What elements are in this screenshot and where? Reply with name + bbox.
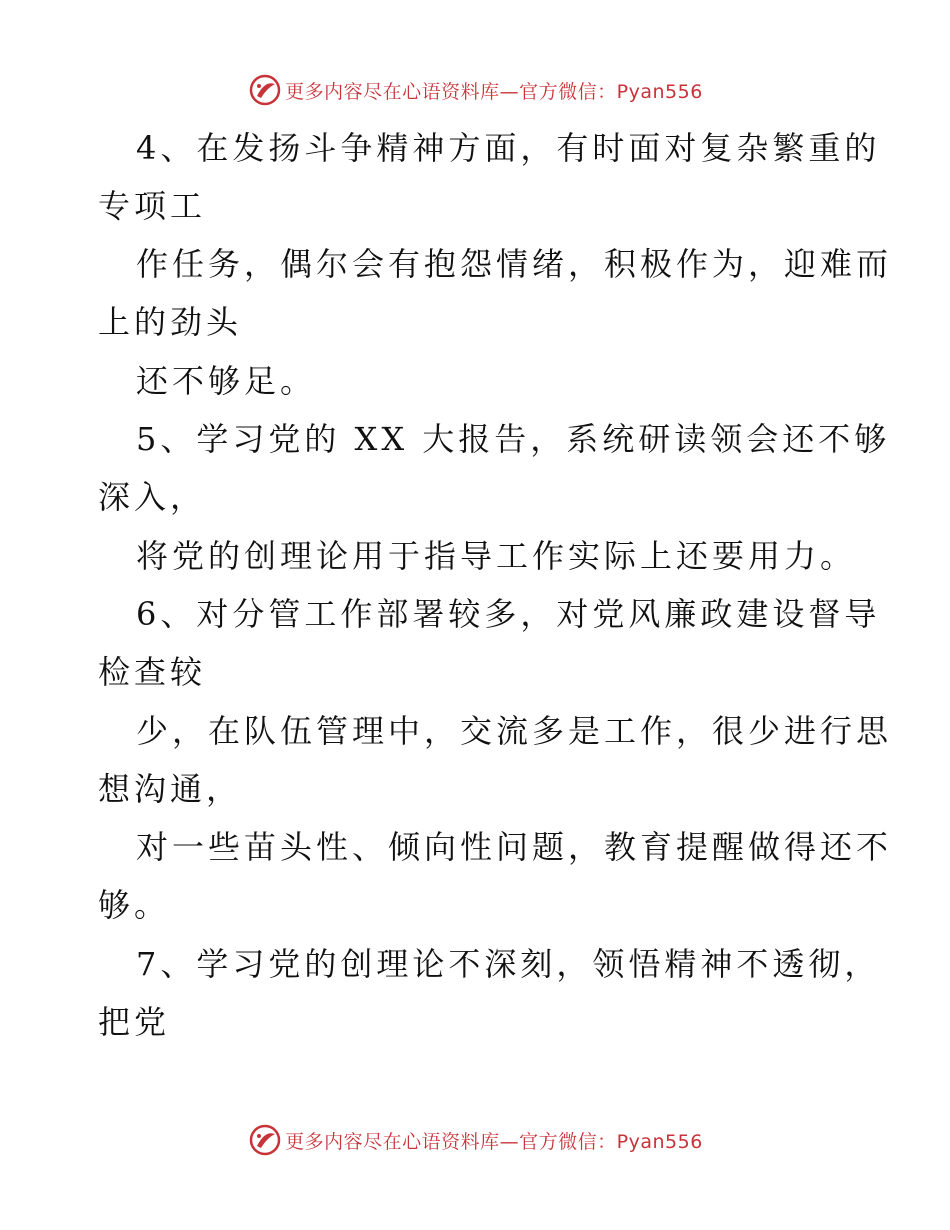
paragraph-line: 对一些苗头性、倾向性问题，教育提醒做得还不	[136, 828, 893, 866]
paragraph-line: 够。	[98, 886, 171, 924]
paragraph-line: 检查较	[98, 653, 207, 691]
paragraph-line: 深入，	[98, 478, 207, 516]
paragraph-line: 想沟通，	[98, 770, 243, 808]
paragraph-line: 把党	[98, 1003, 171, 1041]
footer-watermark	[0, 1122, 950, 1158]
paragraph-line: 上的劲头	[98, 303, 243, 341]
header-watermark	[0, 72, 950, 108]
paragraph-line: 5、学习党的 XX 大报告，系统研读领会还不够	[136, 420, 891, 458]
watermark-text: 更多内容尽在心语资料库—官方微信：Pyan556	[285, 80, 703, 103]
paragraph-line: 4、在发扬斗争精神方面，有时面对复杂繁重的	[136, 129, 881, 167]
paragraph-line: 7、学习党的创理论不深刻，领悟精神不透彻，	[136, 945, 881, 983]
paragraph-line: 作任务，偶尔会有抱怨情绪，积极作为，迎难而	[136, 245, 893, 283]
paragraph-line: 少，在队伍管理中，交流多是工作，很少进行思	[136, 712, 893, 750]
seal-logo-icon	[247, 1122, 283, 1158]
paragraph-line: 还不够足。	[136, 362, 317, 400]
seal-logo-icon	[247, 72, 283, 108]
paragraph-line: 6、对分管工作部署较多，对党风廉政建设督导	[136, 595, 881, 633]
paragraph-line: 专项工	[98, 187, 207, 225]
paragraph-line: 将党的创理论用于指导工作实际上还要用力。	[136, 537, 857, 575]
watermark-text: 更多内容尽在心语资料库—官方微信：Pyan556	[285, 1130, 703, 1153]
